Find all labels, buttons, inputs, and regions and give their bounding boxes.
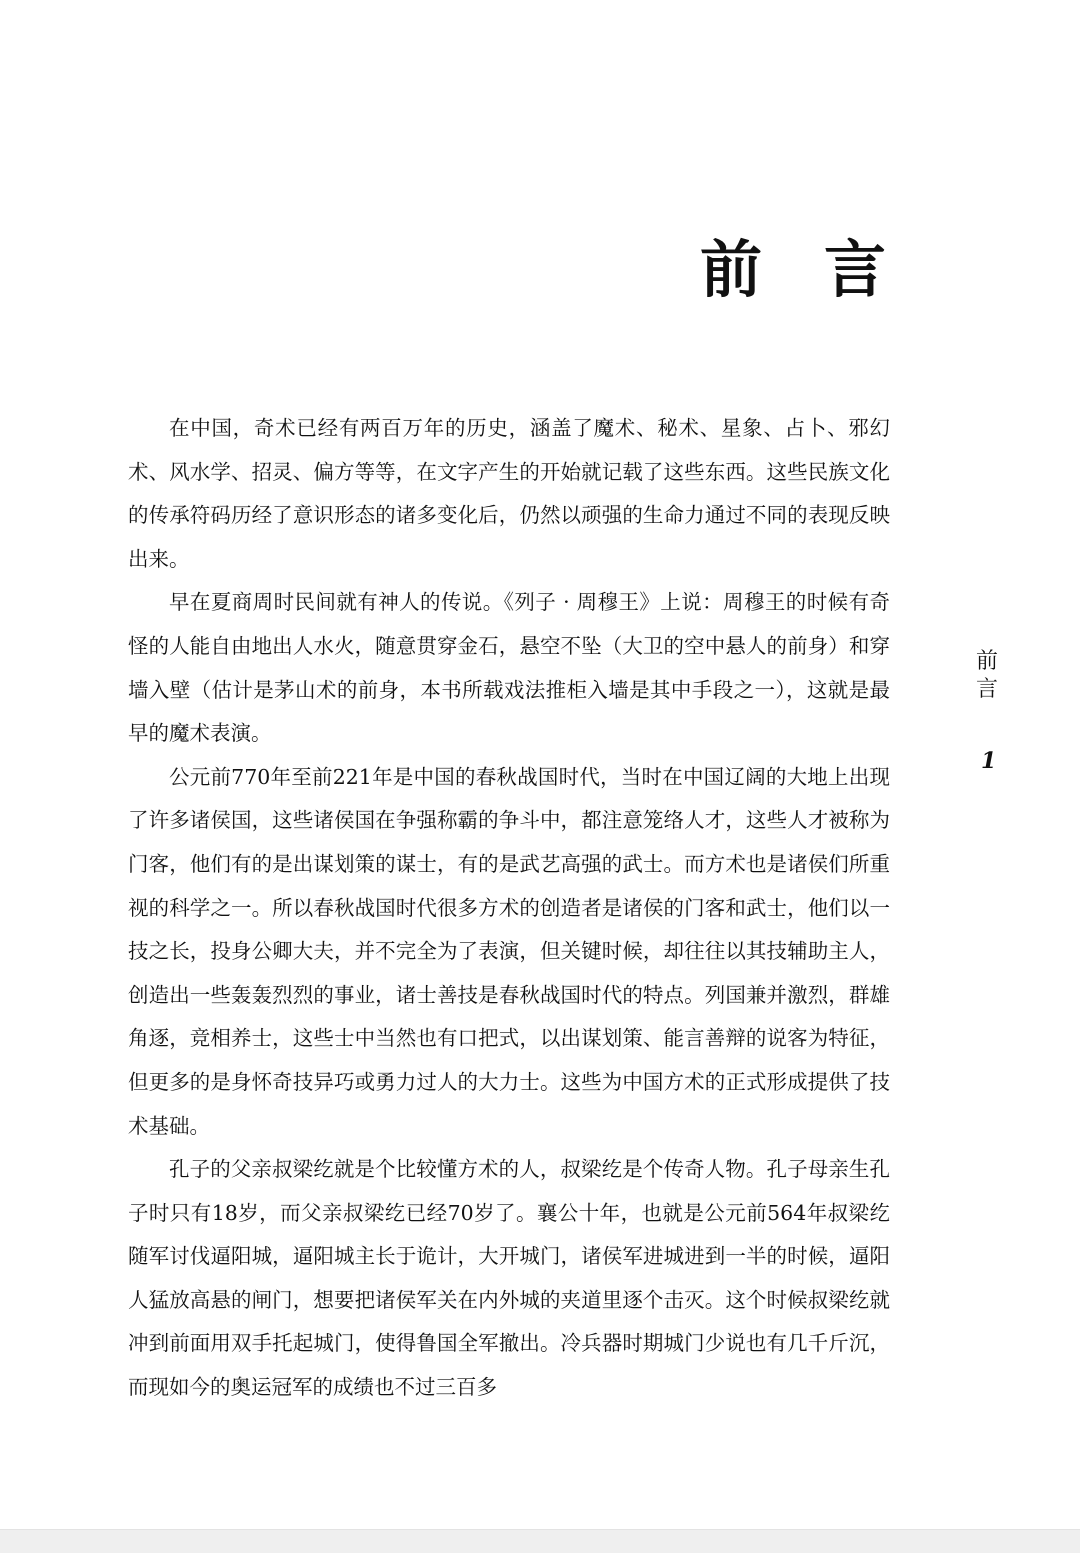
chapter-title: 前 言 — [700, 233, 887, 306]
paragraph: 早在夏商周时民间就有神人的传说。《列子 · 周穆王》上说：周穆王的时候有奇怪的人能自由地出人水火，随意贯穿金石，悬空不坠（大卫的空中悬人的前身）和穿墙入壁（估计是茅山术的前身，本书所载戏法推柜入墙是其中手段之一），这就是最早的魔术表演。 — [128, 590, 890, 746]
paragraph: 在中国，奇术已经有两百万年的历史，涵盖了魔术、秘术、星象、占卜、邪幻术、风水学、招灵、偏方等等，在文字产生的开始就记载了这些东西。这些民族文化的传承符码历经了意识形态的诸多变化后，仍然以顽强的生命力通过不同的表现反映出来。 — [128, 416, 890, 571]
paragraph: 孔子的父亲叔梁纥就是个比较懂方术的人，叔梁纥是个传奇人物。孔子母亲生孔子时只有18岁，而父亲叔梁纥已经70岁了。襄公十年，也就是公元前564年叔梁纥随军讨伐逼阳城，逼阳城主长于诡计，大开城门，诸侯军进城进到一半的时候，逼阳人猛放高悬的闸门，想要把诸侯军关在内外城的夹道里逐个击灭。这个时候叔梁纥就冲到前面用双手托起城门，使得鲁国全军撤出。冷兵器时期城门少说也有几千斤沉，而现如今的奥运冠军的成绩也不过三百多 — [128, 1157, 890, 1400]
running-header-char: 前 — [975, 649, 998, 674]
viewer-bottom-bar — [0, 1529, 1080, 1553]
paragraph: 公元前770年至前221年是中国的春秋战国时代，当时在中国辽阔的大地上出现了许多诸侯国，这些诸侯国在争强称霸的争斗中，都注意笼络人才，这些人才被称为门客，他们有的是出谋划策的谋士，有的是武艺高强的武士。而方术也是诸侯们所重视的科学之一。所以春秋战国时代很多方术的创造者是诸侯的门客和武士，他们以一技之长，投身公卿大夫，并不完全为了表演，但关键时候，却往往以其技辅助主人，创造出一些轰轰烈烈的事业，诸士善技是春秋战国时代的特点。列国兼并激烈，群雄角逐，竞相养士，这些士中当然也有口把式，以出谋划策、能言善辩的说客为特征，但更多的是身怀奇技异巧或勇力过人的大力士。这些为中国方术的正式形成提供了技术基础。 — [128, 764, 890, 1138]
running-header-char: 言 — [975, 677, 998, 702]
page-number: 1 — [981, 748, 997, 774]
body-text — [128, 407, 890, 1410]
running-header — [975, 648, 999, 704]
